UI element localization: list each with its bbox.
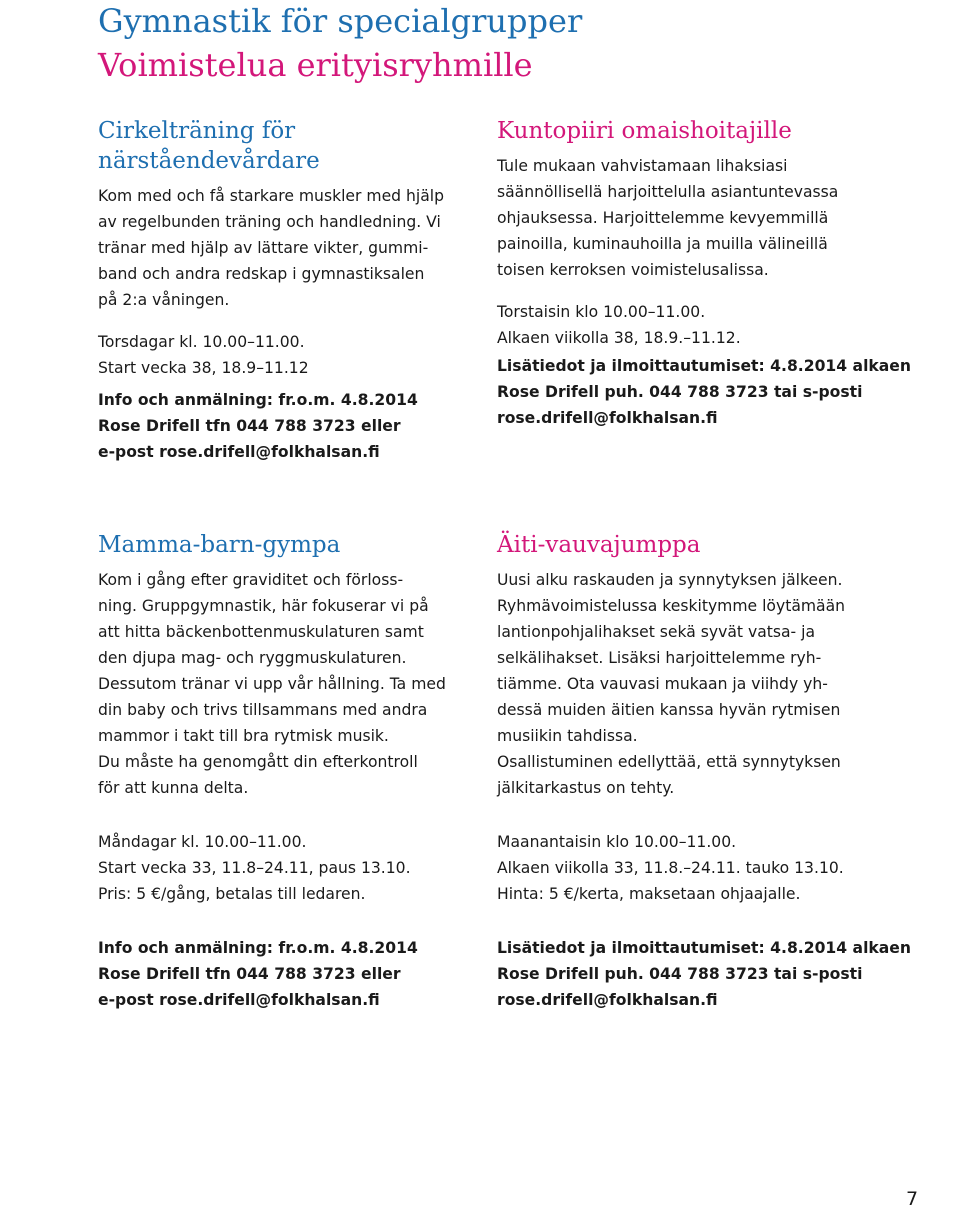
section-body: Kom med och få starkare muskler med hjälp av regelbunden träning och handledning. Vi tränar med hjälp av lättare vikter, gummi- band och andra redskap i gymnastiksalen på 2:a våningen.	[98, 187, 445, 309]
section-info: Info och anmälning: fr.o.m. 4.8.2014 Rose Drifell tfn 044 788 3723 eller e-post rose.drifell@folkhalsan.fi	[98, 939, 418, 1009]
section-body: Kom i gång efter graviditet och förloss- ning. Gruppgymnastik, här fokuserar vi på att hitta bäckenbottenmuskulaturen samt den djupa mag- och ryggmuskulaturen. Dessutom tränar vi upp vår hållning. Ta med din baby och trivs tillsammans med andra mammor i takt till bra rytmisk musik. Du måste ha genomgått din efterkontroll för att kunna delta.	[98, 571, 446, 797]
section-info: Info och anmälning: fr.o.m. 4.8.2014 Rose Drifell tfn 044 788 3723 eller e-post rose.drifell@folkhalsan.fi	[98, 391, 418, 461]
section-schedule: Torstaisin klo 10.00–11.00. Alkaen viikolla 38, 18.9.–11.12.	[497, 303, 741, 347]
section-info: Lisätiedot ja ilmoittautumiset: 4.8.2014 alkaen Rose Drifell puh. 044 788 3723 tai s-posti rose.drifell@folkhalsan.fi	[497, 939, 911, 1009]
section-title	[497, 116, 877, 146]
section-schedule: Torsdagar kl. 10.00–11.00. Start vecka 38, 18.9–11.12	[98, 333, 309, 377]
section-title-line: Kuntopiiri omaishoitajille	[497, 118, 792, 144]
section-title-line: Äiti-vauvajumppa	[497, 532, 701, 558]
section-circuit-training-fi	[497, 116, 911, 431]
section-body: Uusi alku raskauden ja synnytyksen jälkeen. Ryhmävoimistelussa keskitymme löytämään lantionpohjalihakset sekä syvät vatsa- ja selkälihakset. Lisäksi harjoittelemme ryh- tiämme. Ota vauvasi mukaan ja viihdy yh- dessä muiden äitien kanssa hyvän rytmisen musiikin tahdissa. Osallistuminen edellyttää, että synnytyksen jälkitarkastus on tehty.	[497, 571, 846, 797]
section-mother-baby-sv	[98, 530, 478, 1013]
section-title-line: Mamma-barn-gympa	[98, 532, 341, 558]
section-mother-baby-fi	[497, 530, 911, 1013]
page-title-finnish: Voimistelua erityisryhmille	[98, 46, 533, 84]
section-body: Tule mukaan vahvistamaan lihaksiasi säännöllisellä harjoittelulla asiantuntevassa ohjauksessa. Harjoittelemme kevyemmillä painoilla, kuminauhoilla ja muilla välineillä toisen kerroksen voimistelusalissa.	[497, 157, 839, 279]
section-schedule: Maanantaisin klo 10.00–11.00. Alkaen viikolla 33, 11.8.–24.11. tauko 13.10. Hinta: 5 €/kerta, maksetaan ohjaajalle.	[497, 833, 844, 903]
section-info: Lisätiedot ja ilmoittautumiset: 4.8.2014 alkaen Rose Drifell puh. 044 788 3723 tai s-posti rose.drifell@folkhalsan.fi	[497, 357, 911, 427]
section-schedule: Måndagar kl. 10.00–11.00. Start vecka 33, 11.8–24.11, paus 13.10. Pris: 5 €/gång, betalas till ledaren.	[98, 833, 411, 903]
section-title	[98, 530, 478, 560]
section-title-line: närståendevårdare	[98, 148, 320, 174]
section-title	[497, 530, 877, 560]
page-number: 7	[906, 1188, 919, 1210]
section-circuit-training-sv	[98, 116, 478, 465]
page-title-swedish: Gymnastik för specialgrupper	[98, 2, 583, 40]
section-title	[98, 116, 478, 176]
section-title-line: Cirkelträning för	[98, 118, 296, 144]
